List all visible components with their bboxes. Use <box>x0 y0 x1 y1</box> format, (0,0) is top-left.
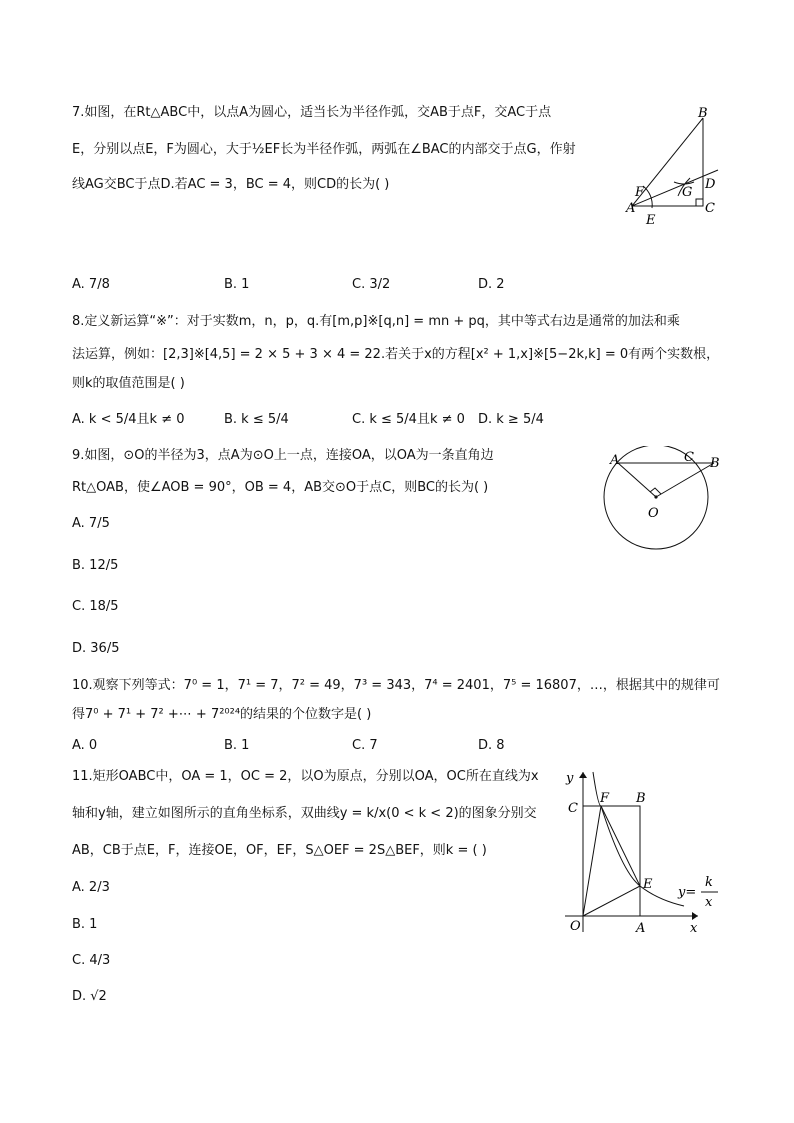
q7-option-d: D. 2 <box>478 277 505 292</box>
q8-option-d: D. k ≥ 5/4 <box>478 412 544 427</box>
q9-stem-line1: 9.如图，⊙O的半径为3，点A为⊙O上一点，连接OA，以OA为一条直角边 <box>72 448 494 463</box>
q11-option-a: A. 2/3 <box>72 880 110 895</box>
q7-stem-line1: 7.如图，在Rt△ABC中，以点A为圆心，适当长为半径作弧，交AB于点F，交AC于点 <box>72 105 552 120</box>
q11-option-d: D. √2 <box>72 989 107 1004</box>
q11-label-c: C <box>568 801 578 816</box>
q11-label-e: E <box>643 877 653 892</box>
q7-right-angle-mark <box>696 199 703 206</box>
q11-label-o: O <box>570 919 581 934</box>
q11-stem-line3: AB，CB于点E，F，连接OE，OF，EF，S△OEF = 2S△BEF，则k = ( ) <box>72 843 487 858</box>
q9-option-a: A. 7/5 <box>72 516 110 531</box>
q7-label-e: E <box>646 213 656 228</box>
q7-label-b: B <box>698 106 708 121</box>
q9-figure <box>596 446 728 558</box>
q11-segment-of <box>583 806 601 916</box>
q9-label-o: O <box>648 506 659 521</box>
q11-label-x: x <box>690 921 698 936</box>
q7-label-g: G <box>682 185 693 200</box>
q11-curve-eq-lhs: y= <box>678 885 697 900</box>
q11-segment-ef <box>601 806 640 886</box>
q11-curve-eq-k: k <box>705 875 713 890</box>
q7-option-b: B. 1 <box>224 277 250 292</box>
q9-label-a: A <box>610 453 620 468</box>
q7-label-d: D <box>705 177 716 192</box>
q9-stem-line2: Rt△OAB，使∠AOB = 90°，OB = 4，AB交⊙O于点C，则BC的长为( ) <box>72 480 489 495</box>
q10-option-d: D. 8 <box>478 738 505 753</box>
q7-stem-line2: E，分别以点E，F为圆心，大于½EF长为半径作弧，两弧在∠BAC的内部交于点G，作射 <box>72 142 576 157</box>
q8-option-a: A. k < 5/4且k ≠ 0 <box>72 412 185 427</box>
q11-figure <box>560 762 730 942</box>
q10-option-b: B. 1 <box>224 738 250 753</box>
q11-stem-line1: 11.矩形OABC中，OA = 1，OC = 2，以O为原点，分别以OA，OC所在直线为x <box>72 769 539 784</box>
q9-option-d: D. 36/5 <box>72 641 120 656</box>
q11-stem-line2: 轴和y轴，建立如图所示的直角坐标系，双曲线y = k/x(0 < k < 2)的图象分别交 <box>72 806 537 821</box>
q11-label-a: A <box>636 921 646 936</box>
q11-label-b: B <box>636 791 646 806</box>
q7-stem-line3: 线AG交BC于点D.若AC = 3，BC = 4，则CD的长为( ) <box>72 177 390 192</box>
q8-stem-line1: 8.定义新运算“※”：对于实数m，n，p，q.有[m,p]※[q,n] = mn + pq，其中等式右边是通常的加法和乘 <box>72 314 680 329</box>
q7-label-f: F <box>635 185 645 200</box>
q9-center-dot <box>654 495 657 498</box>
q7-arc-g1 <box>674 182 694 184</box>
q7-option-a: A. 7/8 <box>72 277 110 292</box>
q11-segment-oe <box>583 886 640 916</box>
q7-figure <box>618 100 728 230</box>
q7-label-a: A <box>626 201 636 216</box>
q8-stem-line3: 则k的取值范围是( ) <box>72 376 185 391</box>
q9-label-c: C <box>684 450 694 465</box>
q10-stem-line1: 10.观察下列等式：7⁰ = 1，7¹ = 7，7² = 49，7³ = 343，7⁴ = 2401，7⁵ = 16807，…，根据其中的规律可 <box>72 678 720 693</box>
q11-label-y: y <box>566 771 574 786</box>
q8-stem-line2: 法运算，例如：[2,3]※[4,5] = 2 × 5 + 3 × 4 = 22.若关于x的方程[x² + 1,x]※[5−2k,k] = 0有两个实数根， <box>72 347 720 362</box>
q7-option-c: C. 3/2 <box>352 277 391 292</box>
q7-arc-ef <box>643 186 652 208</box>
q11-label-f: F <box>600 791 610 806</box>
q10-stem-line2: 得7⁰ + 7¹ + 7² +⋯ + 7²⁰²⁴的结果的个位数字是( ) <box>72 707 372 722</box>
q9-label-b: B <box>710 456 720 471</box>
q10-option-c: C. 7 <box>352 738 378 753</box>
q10-option-a: A. 0 <box>72 738 98 753</box>
q8-option-b: B. k ≤ 5/4 <box>224 412 289 427</box>
q9-option-c: C. 18/5 <box>72 599 119 614</box>
q8-option-c: C. k ≤ 5/4且k ≠ 0 <box>352 412 465 427</box>
q11-option-c: C. 4/3 <box>72 953 111 968</box>
q9-option-b: B. 12/5 <box>72 558 119 573</box>
q11-option-b: B. 1 <box>72 917 98 932</box>
q11-curve-eq-x: x <box>705 895 713 910</box>
q7-label-c: C <box>705 201 715 216</box>
